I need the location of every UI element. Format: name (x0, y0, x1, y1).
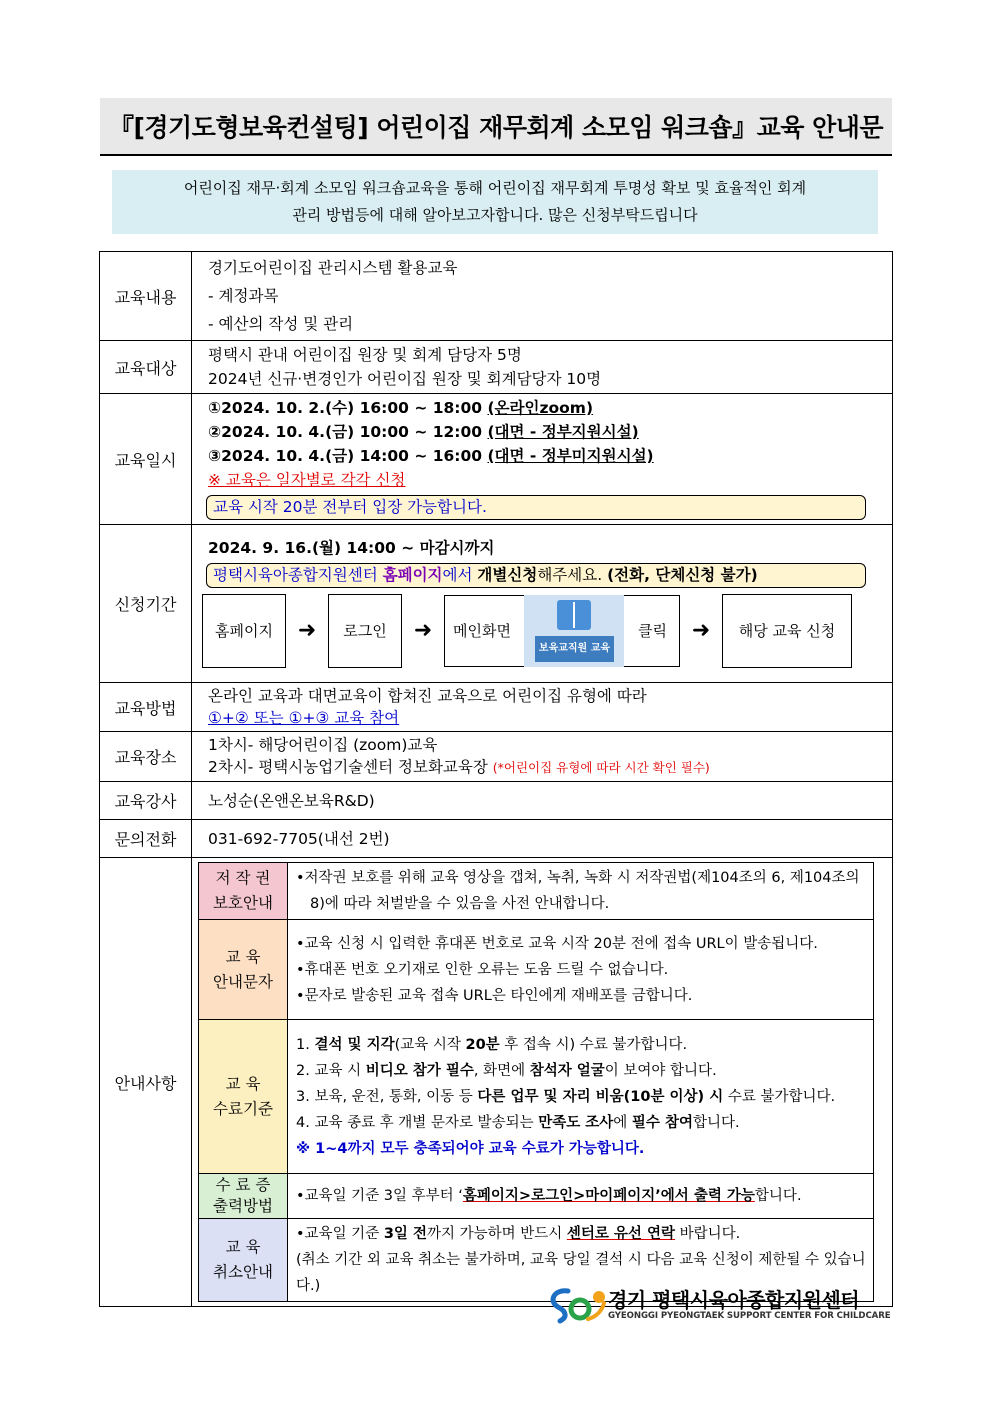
row-notice (100, 858, 893, 1307)
label-method: 교육방법 (100, 683, 192, 732)
method-line-1: 온라인 교육과 대면교육이 합쳐진 교육으로 어린이집 유형에 따라 (208, 687, 647, 705)
flow-homepage: 홈페이지 (202, 594, 286, 668)
logo-english: GYEONGGI PYEONGTAEK SUPPORT CENTER FOR CHILDCARE (608, 1311, 891, 1321)
label-notice: 안내사항 (100, 858, 192, 1307)
flow-login: 로그인 (328, 594, 402, 668)
row-lecturer (100, 782, 893, 820)
apply-notice-box: 평택시육아종합지원센터 홈페이지에서 개별신청해주세요. (전화, 단체신청 불가) (206, 563, 866, 588)
label-phone: 문의전화 (100, 820, 192, 858)
label-schedule: 교육일시 (100, 394, 192, 525)
target-line-2: 2024년 신규·변경인가 어린이집 원장 및 회계담당자 10명 (208, 370, 602, 388)
lecturer-value: 노성순(온앤온보육R&D) (192, 782, 893, 820)
notice-certificate: 수 료 증 출력방법 •교육일 기준 3일 후부터 ‘홈페이지>로그인>마이페이지’에서 출력 가능합니다. (199, 1174, 874, 1219)
intro-line-1: 어린이집 재무·회계 소모임 워크숍교육을 통해 어린이집 재무회계 투명성 확보 및 효율적인 회계 (183, 179, 807, 197)
notice-cancel: 교 육 취소안내 •교육일 기준 3일 전까지 가능하며 반드시 센터로 유선 연락 바랍니다. (취소 기간 외 교육 취소는 불가하며, 교육 당일 결석 시 다음 교육 신청이 제한될 수 있습니다.) (199, 1219, 874, 1302)
book-banner-icon (524, 595, 624, 667)
schedule-note: ※ 교육은 일자별로 각각 신청 (208, 471, 406, 489)
notice-table (198, 862, 874, 1302)
book-icon (557, 600, 591, 630)
logo-title: 경기 평택시육아종합지원센터 (608, 1288, 860, 1312)
content-line-1: 경기도어린이집 관리시스템 활용교육 (208, 259, 458, 277)
label-lecturer: 교육강사 (100, 782, 192, 820)
row-method (100, 683, 893, 732)
label-apply: 신청기간 (100, 525, 192, 683)
schedule-2: ②2024. 10. 4.(금) 10:00 ~ 12:00 (대면 - 정부지원시설) (208, 423, 639, 441)
logo-mark-icon (546, 1285, 608, 1325)
place-line-2: 2차시- 평택시농업기술센터 정보화교육장 (*어린이집 유형에 따라 시간 확인 필수) (208, 758, 710, 776)
intro-box (112, 170, 878, 234)
notice-completion: 교 육 수료기준 1. 결석 및 지각(교육 시작 20분 후 접속 시) 수료 불가합니다. 2. 교육 시 비디오 참가 필수, 화면에 참석자 얼굴이 보여야 합니다. 3. 보육, 운전, 통화, 이동 등 다른 업무 및 자리 비움(10분 이상) 시 수료 불가합니다. 4. 교육 종료 후 개별 문자로 발송되는 만족도 조사에 필수 참여합니다. ※ 1~4까지 모두 충족되어야 교육 수료가 가능합니다. (199, 1020, 874, 1174)
flow-apply: 해당 교육 신청 (722, 594, 852, 668)
notice-copyright: 저 작 권 보호안내 •저작권 보호를 위해 교육 영상을 갭쳐, 녹취, 녹화 시 저작권법(제104조의 6, 제104조의 8)에 따라 처벌받을 수 있음을 사전 안내합니다. (199, 863, 874, 920)
label-target: 교육대상 (100, 341, 192, 394)
content-line-2: - 계정과목 (208, 287, 279, 305)
row-apply (100, 525, 893, 683)
row-target (100, 341, 893, 394)
method-line-2: ①+② 또는 ①+③ 교육 참여 (208, 709, 400, 727)
content-line-3: - 예산의 작성 및 관리 (208, 315, 354, 333)
notice-sms: 교 육 안내문자 •교육 신청 시 입력한 휴대폰 번호로 교육 시작 20분 전에 접속 URL이 발송됩니다. •휴대폰 번호 오기재로 인한 오류는 도움 드릴 수 없습니다. •문자로 발송된 교육 접속 URL은 타인에게 재배포를 금합니다. (199, 920, 874, 1020)
label-content: 교육내용 (100, 252, 192, 341)
row-phone (100, 820, 893, 858)
target-line-1: 평택시 관내 어린이집 원장 및 회계 담당자 5명 (208, 346, 522, 364)
arrow-icon: ➜ (297, 617, 317, 643)
arrow-icon: ➜ (413, 617, 433, 643)
schedule-3: ③2024. 10. 4.(금) 14:00 ~ 16:00 (대면 - 정부미지원시설) (208, 447, 654, 465)
page-title: 『[경기도형보육컨설팅] 어린이집 재무회계 소모임 워크숍』교육 안내문 (100, 98, 892, 156)
entry-notice-box: 교육 시작 20분 전부터 입장 가능합니다. (206, 495, 866, 520)
row-content (100, 252, 893, 341)
arrow-icon: ➜ (691, 617, 711, 643)
center-logo (546, 1285, 896, 1325)
schedule-1: ①2024. 10. 2.(수) 16:00 ~ 18:00 (온라인zoom) (208, 399, 594, 417)
intro-line-2: 관리 방법등에 대해 알아보고자합니다. 많은 신청부탁드립니다 (292, 206, 698, 224)
apply-flow (202, 594, 880, 668)
info-table (99, 251, 893, 1307)
apply-period: 2024. 9. 16.(월) 14:00 ~ 마감시까지 (208, 538, 495, 557)
row-place (100, 732, 893, 782)
row-schedule (100, 394, 893, 525)
flow-main-screen: 메인화면 보육교직원 교육 클릭 (444, 595, 680, 667)
label-place: 교육장소 (100, 732, 192, 782)
place-line-1: 1차시- 해당어린이집 (zoom)교육 (208, 736, 438, 754)
banner-caption: 보육교직원 교육 (535, 636, 614, 662)
phone-value: 031-692-7705(내선 2번) (192, 820, 893, 858)
